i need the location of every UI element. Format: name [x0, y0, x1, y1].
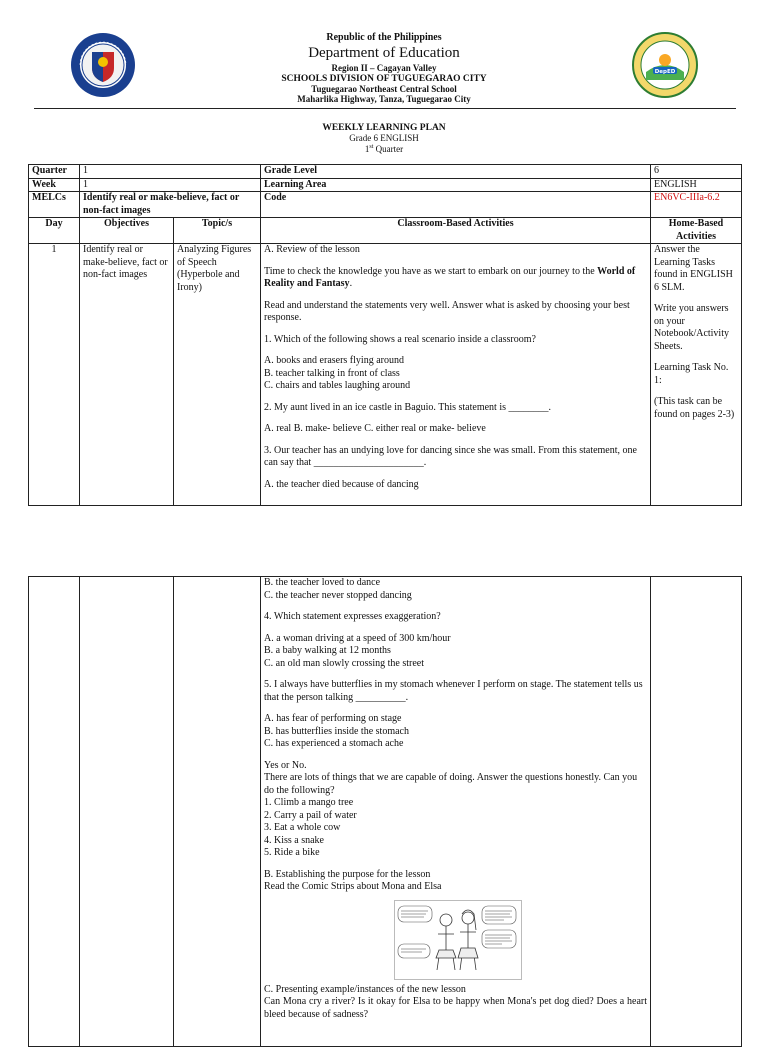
- col-classroom-activities: Classroom-Based Activities: [261, 218, 651, 244]
- code-value: EN6VC-IIIa-6.2: [651, 192, 742, 218]
- learning-area-value: ENGLISH: [651, 178, 742, 192]
- question-1: 1. Which of the following shows a real scenario inside a classroom?: [264, 333, 536, 345]
- plan-quarter: 1st Quarter: [364, 144, 404, 154]
- objective-cell: Identify real or make-believe, fact or non-fact images: [80, 244, 174, 506]
- q5-option-c: C. has experienced a stomach ache: [264, 738, 404, 749]
- melcs-row: [29, 192, 742, 218]
- weekly-plan-table-continued: [28, 576, 742, 1047]
- yes-no-item-4: 4. Kiss a snake: [264, 834, 324, 846]
- address-line: Maharlika Highway, Tanza, Tuguegarao City: [297, 94, 471, 104]
- instructions-text: Read and understand the statements very well. Answer what is asked by choosing your best response.: [264, 299, 630, 323]
- plan-title: WEEKLY LEARNING PLAN: [322, 123, 446, 133]
- col-topics: Topic/s: [174, 218, 261, 244]
- melcs-value: Identify real or make-believe, fact or non-fact images: [80, 192, 261, 218]
- melcs-label: MELCs: [29, 192, 80, 218]
- department-title: Department of Education: [308, 45, 460, 61]
- learning-area-label: Learning Area: [261, 178, 651, 192]
- topic-cell-continued: [174, 577, 261, 1047]
- home-instruction-1: Answer the Learning Tasks found in ENGLISH 6 SLM.: [654, 244, 733, 293]
- code-label: Code: [261, 192, 651, 218]
- col-objectives: Objectives: [80, 218, 174, 244]
- q3-option-c: C. the teacher never stopped dancing: [264, 589, 412, 601]
- yes-no-heading: Yes or No.: [264, 759, 307, 771]
- home-activities-cell: [651, 244, 742, 506]
- objective-cell-continued: [80, 577, 174, 1047]
- example-heading: C. Presenting example/instances of the new lesson: [264, 983, 466, 995]
- quarter-row: [29, 165, 742, 179]
- day-1-row: [29, 244, 742, 506]
- day-cell-continued: [29, 577, 80, 1047]
- q4-option-b: B. a baby walking at 12 months: [264, 645, 391, 656]
- plan-subtitle: Grade 6 ENGLISH: [349, 133, 419, 143]
- q1-option-a: A. books and erasers flying around: [264, 355, 404, 366]
- intro-text: Time to check the knowledge you have as we start to embark on our journey to the World of Reality and Fantasy.: [264, 265, 636, 289]
- home-learning-task: Learning Task No. 1:: [654, 362, 729, 386]
- yes-no-item-5: 5. Ride a bike: [264, 847, 320, 858]
- classroom-activities-cell: [261, 244, 651, 506]
- header-divider: [34, 108, 736, 109]
- region-line: Region II – Cagayan Valley: [331, 63, 437, 73]
- home-task-note: (This task can be found on pages 2-3): [654, 396, 735, 420]
- grade-label: Grade Level: [261, 165, 651, 179]
- division-line: SCHOOLS DIVISION OF TUGUEGARAO CITY: [281, 74, 487, 84]
- question-2: 2. My aunt lived in an ice castle in Baguio. This statement is ________.: [264, 401, 551, 413]
- q5-option-b: B. has butterflies inside the stomach: [264, 725, 409, 737]
- weekly-plan-table: [28, 164, 742, 506]
- home-instruction-2: Write you answers on your Notebook/Activity Sheets.: [654, 303, 729, 352]
- column-header-row: [29, 218, 742, 244]
- school-line: Tuguegarao Northeast Central School: [311, 84, 457, 94]
- yes-no-item-1: 1. Climb a mango tree: [264, 797, 354, 808]
- example-text: Can Mona cry a river? Is it okay for Elsa to be happy when Mona's pet dog died? Does a heart bleed because of sadness?: [264, 996, 647, 1020]
- topic-cell: Analyzing Figures of Speech (Hyperbole and Irony): [174, 244, 261, 506]
- yes-no-item-3: 3. Eat a whole cow: [264, 822, 341, 833]
- week-value: 1: [80, 178, 261, 192]
- home-activities-continued: [651, 577, 742, 1047]
- q4-option-a: A. a woman driving at a speed of 300 km/hour: [264, 632, 451, 644]
- question-4: 4. Which statement expresses exaggeration?: [264, 611, 441, 622]
- purpose-text: Read the Comic Strips about Mona and Elsa: [264, 881, 442, 892]
- q4-option-c: C. an old man slowly crossing the street: [264, 657, 424, 669]
- quarter-label: Quarter: [29, 165, 80, 179]
- review-heading: A. Review of the lesson: [264, 244, 360, 255]
- deped-logo-text: DepED: [654, 69, 676, 75]
- q1-option-b: B. teacher talking in front of class: [264, 367, 400, 379]
- week-label: Week: [29, 178, 80, 192]
- quarter-value: 1: [80, 165, 261, 179]
- grade-value: 6: [651, 165, 742, 179]
- week-row: [29, 178, 742, 192]
- purpose-heading: B. Establishing the purpose for the lesson: [264, 868, 431, 880]
- q3-option-b: B. the teacher loved to dance: [264, 577, 381, 588]
- q3-option-a: A. the teacher died because of dancing: [264, 478, 419, 490]
- comic-strip-image: [394, 900, 522, 980]
- yes-no-item-2: 2. Carry a pail of water: [264, 809, 357, 821]
- q1-option-c: C. chairs and tables laughing around: [264, 380, 411, 391]
- question-3: 3. Our teacher has an undying love for dancing since she was small. From this statement, one can say that ______________________.: [264, 444, 637, 468]
- q2-options: A. real B. make- believe C. either real or make- believe: [264, 423, 486, 434]
- republic-line: Republic of the Philippines: [326, 32, 442, 43]
- question-5: 5. I always have butterflies in my stomach whenever I perform on stage. The statement tells us that the person talking __________.: [264, 679, 643, 703]
- col-day: Day: [29, 218, 80, 244]
- yes-no-instructions: There are lots of things that we are capable of doing. Answer the questions honestly. Can you do the following?: [264, 772, 638, 796]
- day-1-row-continued: [29, 577, 742, 1047]
- q5-option-a: A. has fear of performing on stage: [264, 713, 402, 724]
- col-home-activities: Home-Based Activities: [651, 218, 742, 244]
- day-number: 1: [29, 244, 80, 506]
- classroom-activities-continued: [261, 577, 651, 1047]
